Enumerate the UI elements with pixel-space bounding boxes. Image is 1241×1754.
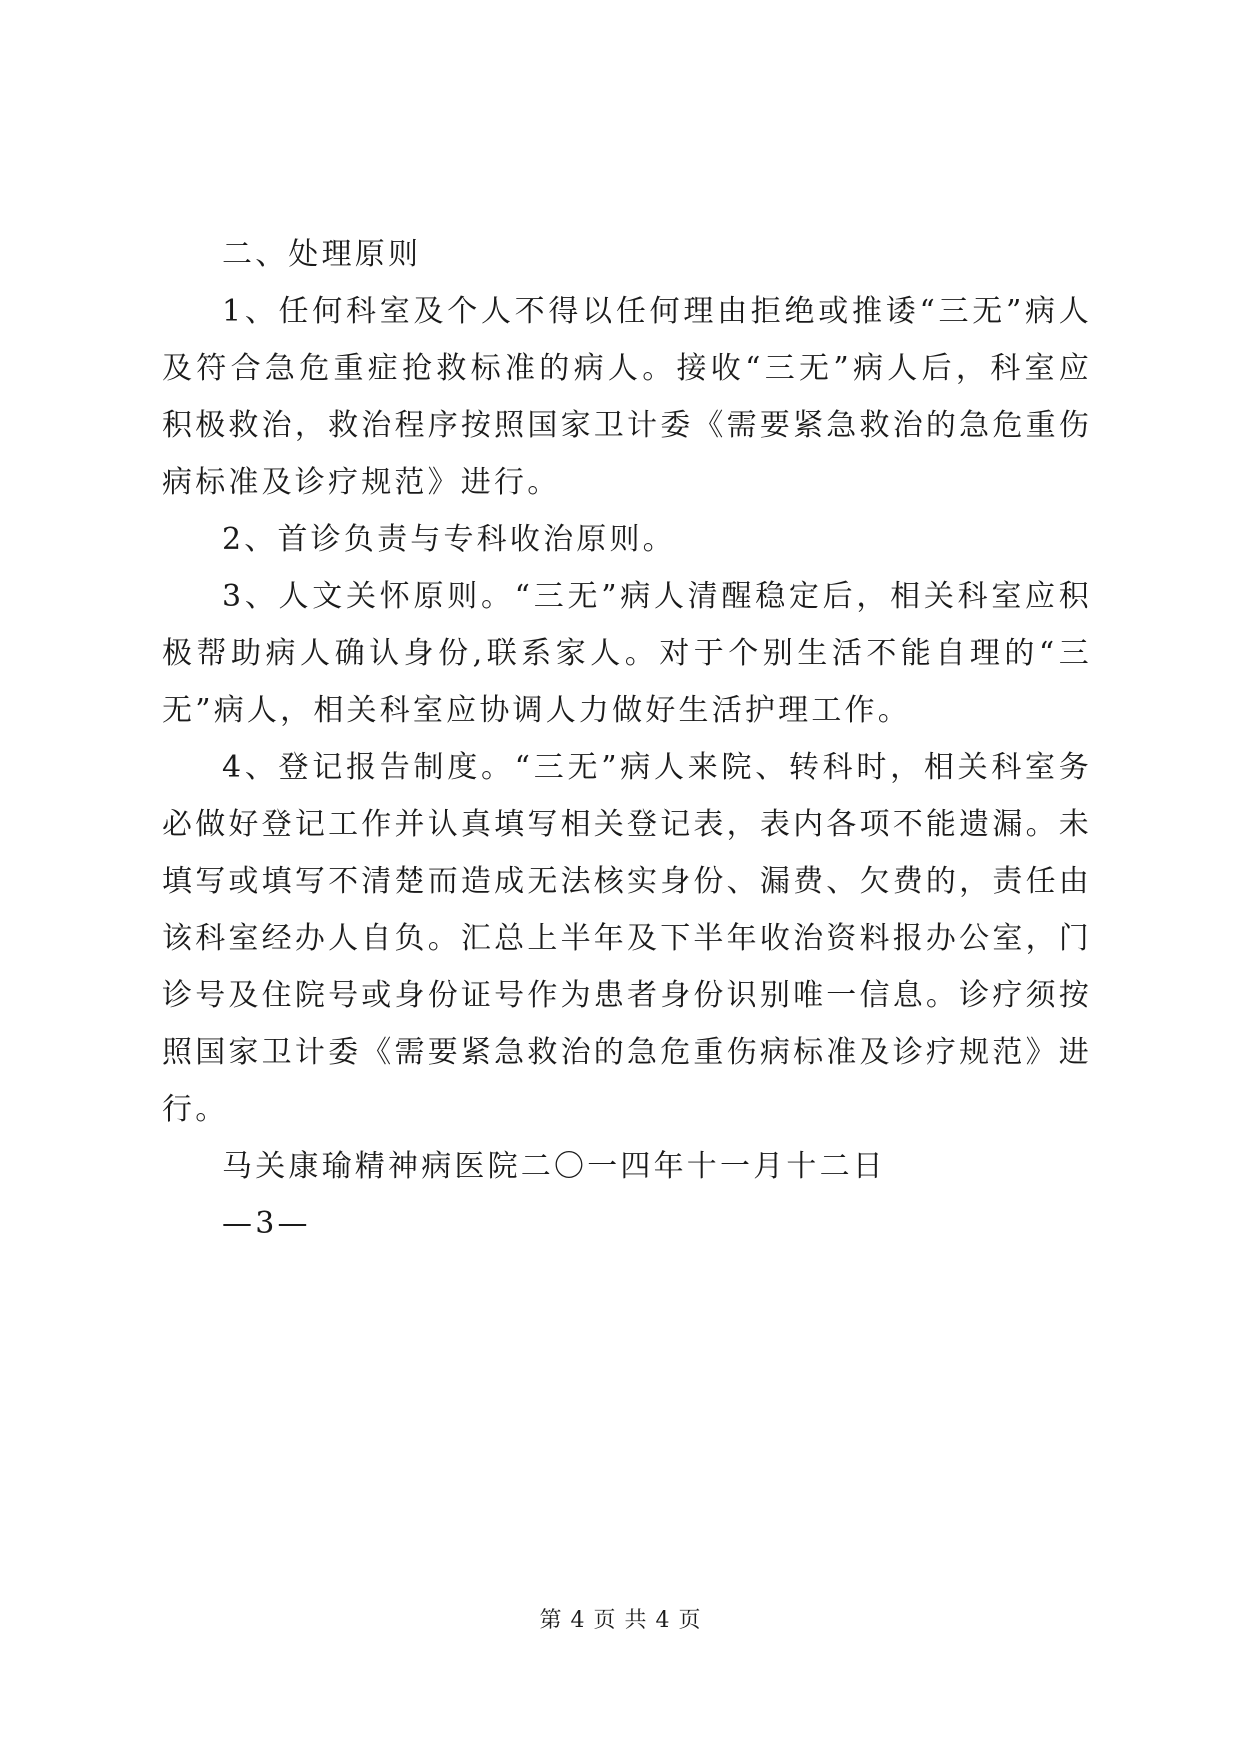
paragraph-3: 3、人文关怀原则。“三无”病人清醒稳定后，相关科室应积极帮助病人确认身份,联系家人。对于个别生活不能自理的“三无”病人，相关科室应协调人力做好生活护理工作。 [162, 579, 1092, 728]
paragraph-4: 4、登记报告制度。“三无”病人来院、转科时，相关科室务必做好登记工作并认真填写相关登记表，表内各项不能遗漏。未填写或填写不清楚而造成无法核实身份、漏费、欠费的，责任由该科室经办人自负。汇总上半年及下半年收治资料报办公室，门诊号及住院号或身份证号作为患者身份识别唯一信息。诊疗须按照国家卫计委《需要紧急救治的急危重伤病标准及诊疗规范》进行。 [162, 750, 1092, 1127]
signature-line: 马关康瑜精神病医院二〇一四年十一月十二日 [222, 1149, 886, 1184]
paragraph-1: 1、任何科室及个人不得以任何理由拒绝或推诿“三无”病人及符合急危重症抢救标准的病人。接收“三无”病人后，科室应积极救治，救治程序按照国家卫计委《需要紧急救治的急危重伤病标准及诊疗规范》进行。 [162, 294, 1092, 500]
page-indicator: 第 4 页 共 4 页 [539, 1608, 702, 1633]
paragraph-2: 2、首诊负责与专科收治原则。 [222, 522, 676, 557]
section-heading: 二、处理原则 [222, 237, 422, 272]
document-body [162, 226, 1092, 1252]
page-footer [0, 1603, 1241, 1634]
inner-page-number: —3— [222, 1206, 311, 1241]
